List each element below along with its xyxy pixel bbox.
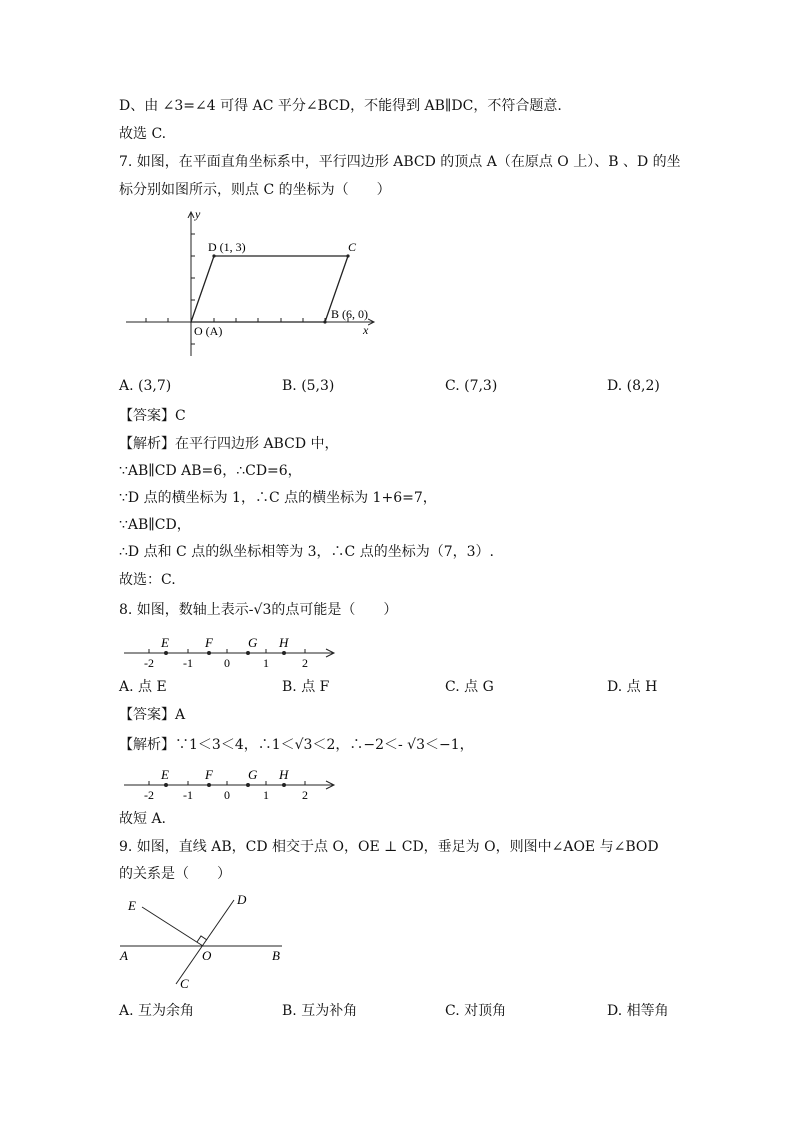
label-d: D	[237, 892, 247, 907]
point-h: H	[279, 767, 289, 782]
q7-explain-1: 【解析】在平行四边形 ABCD 中，	[119, 436, 339, 452]
point-f: F	[205, 635, 213, 650]
q7-explain-5: ∴D 点和 C 点的纵坐标相等为 3，∴C 点的坐标为（7，3）.	[119, 544, 494, 560]
parallelogram-abcd	[191, 256, 348, 322]
tick-2: 2	[302, 788, 308, 802]
q7-answer: 【答案】C	[119, 408, 186, 424]
origin-label: O (A)	[194, 324, 223, 338]
tick-1: 1	[263, 788, 269, 802]
q7-explain-4: ∵AB∥CD，	[119, 517, 191, 533]
tick-0: 0	[224, 788, 230, 802]
q8-option-d[interactable]: D. 点 H	[607, 679, 658, 695]
label-e: E	[128, 898, 136, 913]
q7-stem-line1: 7. 如图，在平面直角坐标系中，平行四边形 ABCD 的顶点 A（在原点 O 上）、B 、D 的坐	[119, 154, 681, 170]
q7-option-a[interactable]: A. (3,7)	[119, 378, 172, 394]
tick-neg2: -2	[144, 788, 154, 802]
q7-figure	[124, 204, 384, 360]
q9-stem-line1: 9. 如图，直线 AB，CD 相交于点 O，OE ⊥ CD，垂足为 O，则图中∠AOE 与∠BOD	[119, 839, 659, 855]
q7-option-b[interactable]: B. (5,3)	[282, 378, 335, 394]
line-cd	[176, 900, 234, 984]
point-e: E	[161, 635, 169, 650]
point-d-label: D (1, 3)	[208, 240, 246, 254]
tick-neg1: -1	[183, 656, 193, 670]
point-b-label: B (6, 0)	[331, 307, 368, 321]
q8-stem: 8. 如图，数轴上表示-√3的点可能是（ ）	[119, 602, 398, 618]
q9-option-a[interactable]: A. 互为余角	[119, 1003, 195, 1019]
q8-explain: 【解析】∵1＜3＜4，∴1＜√3＜2，∴−2＜- √3＜−1，	[119, 737, 474, 753]
point-h: H	[279, 635, 289, 650]
q7-explain-2: ∵AB∥CD AB=6，∴CD=6，	[119, 463, 302, 479]
label-b: B	[272, 948, 280, 963]
q9-figure	[114, 888, 294, 994]
q8-choose: 故短 A.	[119, 811, 167, 827]
q7-option-d[interactable]: D. (8,2)	[607, 378, 660, 394]
tick-neg1: -1	[183, 788, 193, 802]
y-axis-label: y	[195, 207, 201, 221]
q8-number-line	[124, 632, 344, 670]
q8-option-c[interactable]: C. 点 G	[445, 679, 494, 695]
label-a: A	[120, 948, 128, 963]
tick-0: 0	[224, 656, 230, 670]
q8-answer: 【答案】A	[119, 707, 186, 723]
q7-option-c[interactable]: C. (7,3)	[445, 378, 498, 394]
ray-oe	[142, 907, 203, 946]
point-g: G	[248, 635, 258, 650]
q9-option-d[interactable]: D. 相等角	[607, 1003, 669, 1019]
q7-explain-3: ∵D 点的横坐标为 1，∴C 点的横坐标为 1+6=7，	[119, 490, 437, 506]
point-c-label: C	[348, 240, 357, 254]
q9-stem-line2: 的关系是（ ）	[119, 866, 231, 882]
label-o: O	[202, 948, 212, 963]
tick-2: 2	[302, 656, 308, 670]
x-axis-label: x	[363, 323, 369, 337]
q8-option-a[interactable]: A. 点 E	[119, 679, 167, 695]
q7-stem-line2: 标分别如图所示，则点 C 的坐标为（ ）	[119, 182, 391, 198]
tick-1: 1	[263, 656, 269, 670]
prev-option-d: D、由 ∠3=∠4 可得 AC 平分∠BCD，不能得到 AB∥DC，不符合题意.	[119, 98, 562, 114]
q8-explain-number-line	[124, 764, 344, 802]
prev-answer: 故选 C.	[119, 126, 167, 142]
tick-neg2: -2	[144, 656, 154, 670]
point-e: E	[161, 767, 169, 782]
q8-option-b[interactable]: B. 点 F	[282, 679, 330, 695]
q9-option-b[interactable]: B. 互为补角	[282, 1003, 358, 1019]
label-c: C	[180, 976, 189, 991]
q7-explain-6: 故选：C.	[119, 572, 176, 588]
point-g: G	[248, 767, 258, 782]
q9-option-c[interactable]: C. 对顶角	[445, 1003, 507, 1019]
point-f: F	[205, 767, 213, 782]
